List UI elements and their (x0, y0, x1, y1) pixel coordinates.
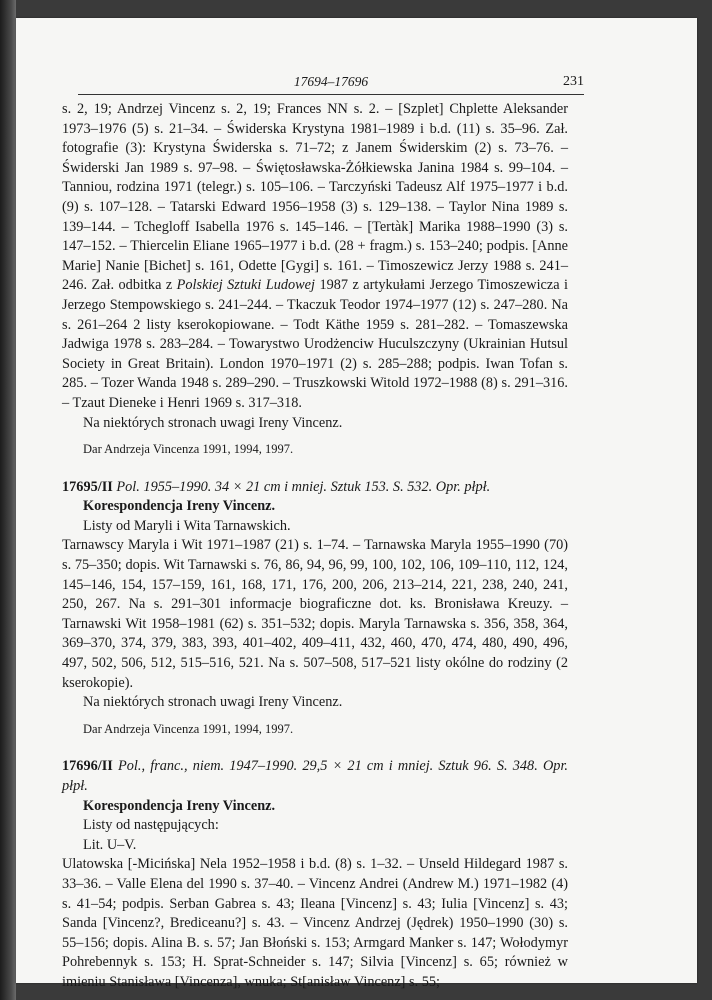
continued-entry-note: Na niektórych stronach uwagi Ireny Vincenz. (83, 414, 343, 431)
continued-entry-text (62, 100, 568, 414)
entry-17695-gift: Dar Andrzeja Vincenza 1991, 1994, 1997. (83, 721, 294, 736)
entry-17696-body: Ulatowska [-Micińska] Nela 1952–1958 i b.d. (8) s. 1–32. – Unseld Hildegard 1987 s. 33–36. – Valle Elena del 1990 s. 37–40. – Vincenz Andrei (Andrew M.) 1971–1982 (4) s. 41–54; podpis. Serban Gabrea s. 43; Ileana [Vincenz] s. 43; Iulia [Vincenz] s. 43; Sanda [Vincenz?, Brediceanu?] s. 43. – Vincenz Andrzej (Jędrek) 1950–1990 (30) s. 55–156; dopis. Alina B. s. 57; Jan Błoński s. 153; Armgard Manker s. 147; Wołodymyr Pohrebennyk s. 153; H. Sprat-Schneider s. 147; Silvia [Vincenz] s. 65; również w imieniu Stanisława [Vincenza], wnuka; St[anisław Vincenz] s. 55; (62, 856, 568, 990)
entry-17696-letter-range: Lit. U–V. (83, 836, 137, 853)
entry-17695-subtitle: Listy od Maryli i Wita Tarnawskich. (83, 517, 291, 534)
page-header (78, 72, 584, 95)
continued-text-italic: Polskiej Sztuki Ludowej (176, 277, 316, 294)
catalog-content (62, 100, 568, 993)
entry-17695-note: Na niektórych stronach uwagi Ireny Vincenz. (83, 694, 343, 711)
entry-17695-description: Pol. 1955–1990. 34 × 21 cm i mniej. Sztuk 153. S. 532. Opr. płpł. (116, 478, 491, 495)
entry-17695-heading (62, 478, 568, 498)
running-title: 17694–17696 (293, 74, 369, 89)
entry-17696-heading (62, 757, 568, 796)
entry-17696-number: 17696/II (62, 758, 113, 775)
continued-entry-gift: Dar Andrzeja Vincenza 1991, 1994, 1997. (83, 442, 294, 457)
continued-text-part-1: s. 2, 19; Andrzej Vincenz s. 2, 19; Frances NN s. 2. – [Szplet] Chplette Aleksander 1973–1976 (5) s. 21–34. – Świderska Krystyna 1981–1989 i b.d. (11) s. 35–96. Zał. fotografie (3): Krystyna Świderska s. 71–72; z Janem Świderskim (2) s. 73–76. – Świderski Jan 1989 s. 97–98. – Świętosławska-Żółkiewska Janina 1984 s. 99–104. – Tanniou, rodzina 1971 (telegr.) s. 105–106. – Tarczyński Tadeusz Alf 1975–1977 i b.d. (9) s. 107–128. – Tatarski Edward 1956–1958 (3) s. 129–138. – Taylor Nina 1989 s. 139–144. – Tchegloff Isabella 1976 s. 145–146. – [Tertàk] Marika 1988–1990 (3) s. 147–152. – Thiercelin Eliane 1965–1977 i b.d. (28 + fragm.) s. 153–240; podpis. [Anne Marie] Nanie [Bichet] s. 161, Odette [Gygi] s. 161. – Timoszewicz Jerzy 1988 s. 241–246. Zał. odbitka z (62, 101, 568, 294)
entry-17695-title: Korespondencja Ireny Vincenz. (83, 498, 276, 515)
page-number: 231 (563, 74, 584, 89)
entry-17696-subtitle: Listy od następujących: (83, 817, 219, 834)
continued-text-part-2: 1987 z artykułami Jerzego Timoszewicza i Jerzego Stempowskiego s. 241–244. – Tkaczuk Teodor 1974–1977 (12) s. 247–280. Na s. 261–264 2 listy kserokopiowane. – Todt Käthe 1959 s. 281–282. – Tomaszewska Jadwiga 1978 s. 283–284. – Towarystwo Urodżenciw Huculszczyny (Ukrainian Hutsul Society in Great Britain). London 1970–1971 (2) s. 285–288; podpis. Iwan Tofan s. 285. – Tozer Wanda 1948 s. 289–290. – Truszkowski Witold 1972–1988 (8) s. 291–316. – Tzaut Dieneke i Henri 1969 s. 317–318. (62, 277, 568, 411)
book-spine-edge (0, 0, 16, 1000)
entry-17695-number: 17695/II (62, 478, 113, 495)
entry-17696-description: Pol., franc., niem. 1947–1990. 29,5 × 21 cm i mniej. Sztuk 96. S. 348. Opr. płpł. (62, 758, 568, 794)
entry-17695-body: Tarnawscy Maryla i Wit 1971–1987 (21) s. 1–74. – Tarnawska Maryla 1955–1990 (70) s. 75–350; dopis. Wit Tarnawski s. 76, 86, 94, 96, 99, 100, 102, 106, 109–110, 112, 124, 145–146, 154, 157–159, 161, 168, 171, 176, 200, 206, 213–214, 221, 238, 240, 241, 250, 267. Na s. 291–301 informacje biograficzne dot. ks. Bronisława Kreuzy. – Tarnawski Wit 1958–1981 (62) s. 351–532; dopis. Maryla Tarnawska s. 356, 358, 364, 369–370, 374, 379, 383, 393, 401–402, 409–411, 432, 460, 470, 474, 480, 490, 496, 497, 502, 506, 512, 515–516, 521. Na s. 507–508, 517–521 listy okólne do rodziny (2 kserokopie). (62, 537, 568, 691)
entry-17696-title: Korespondencja Ireny Vincenz. (83, 797, 276, 814)
